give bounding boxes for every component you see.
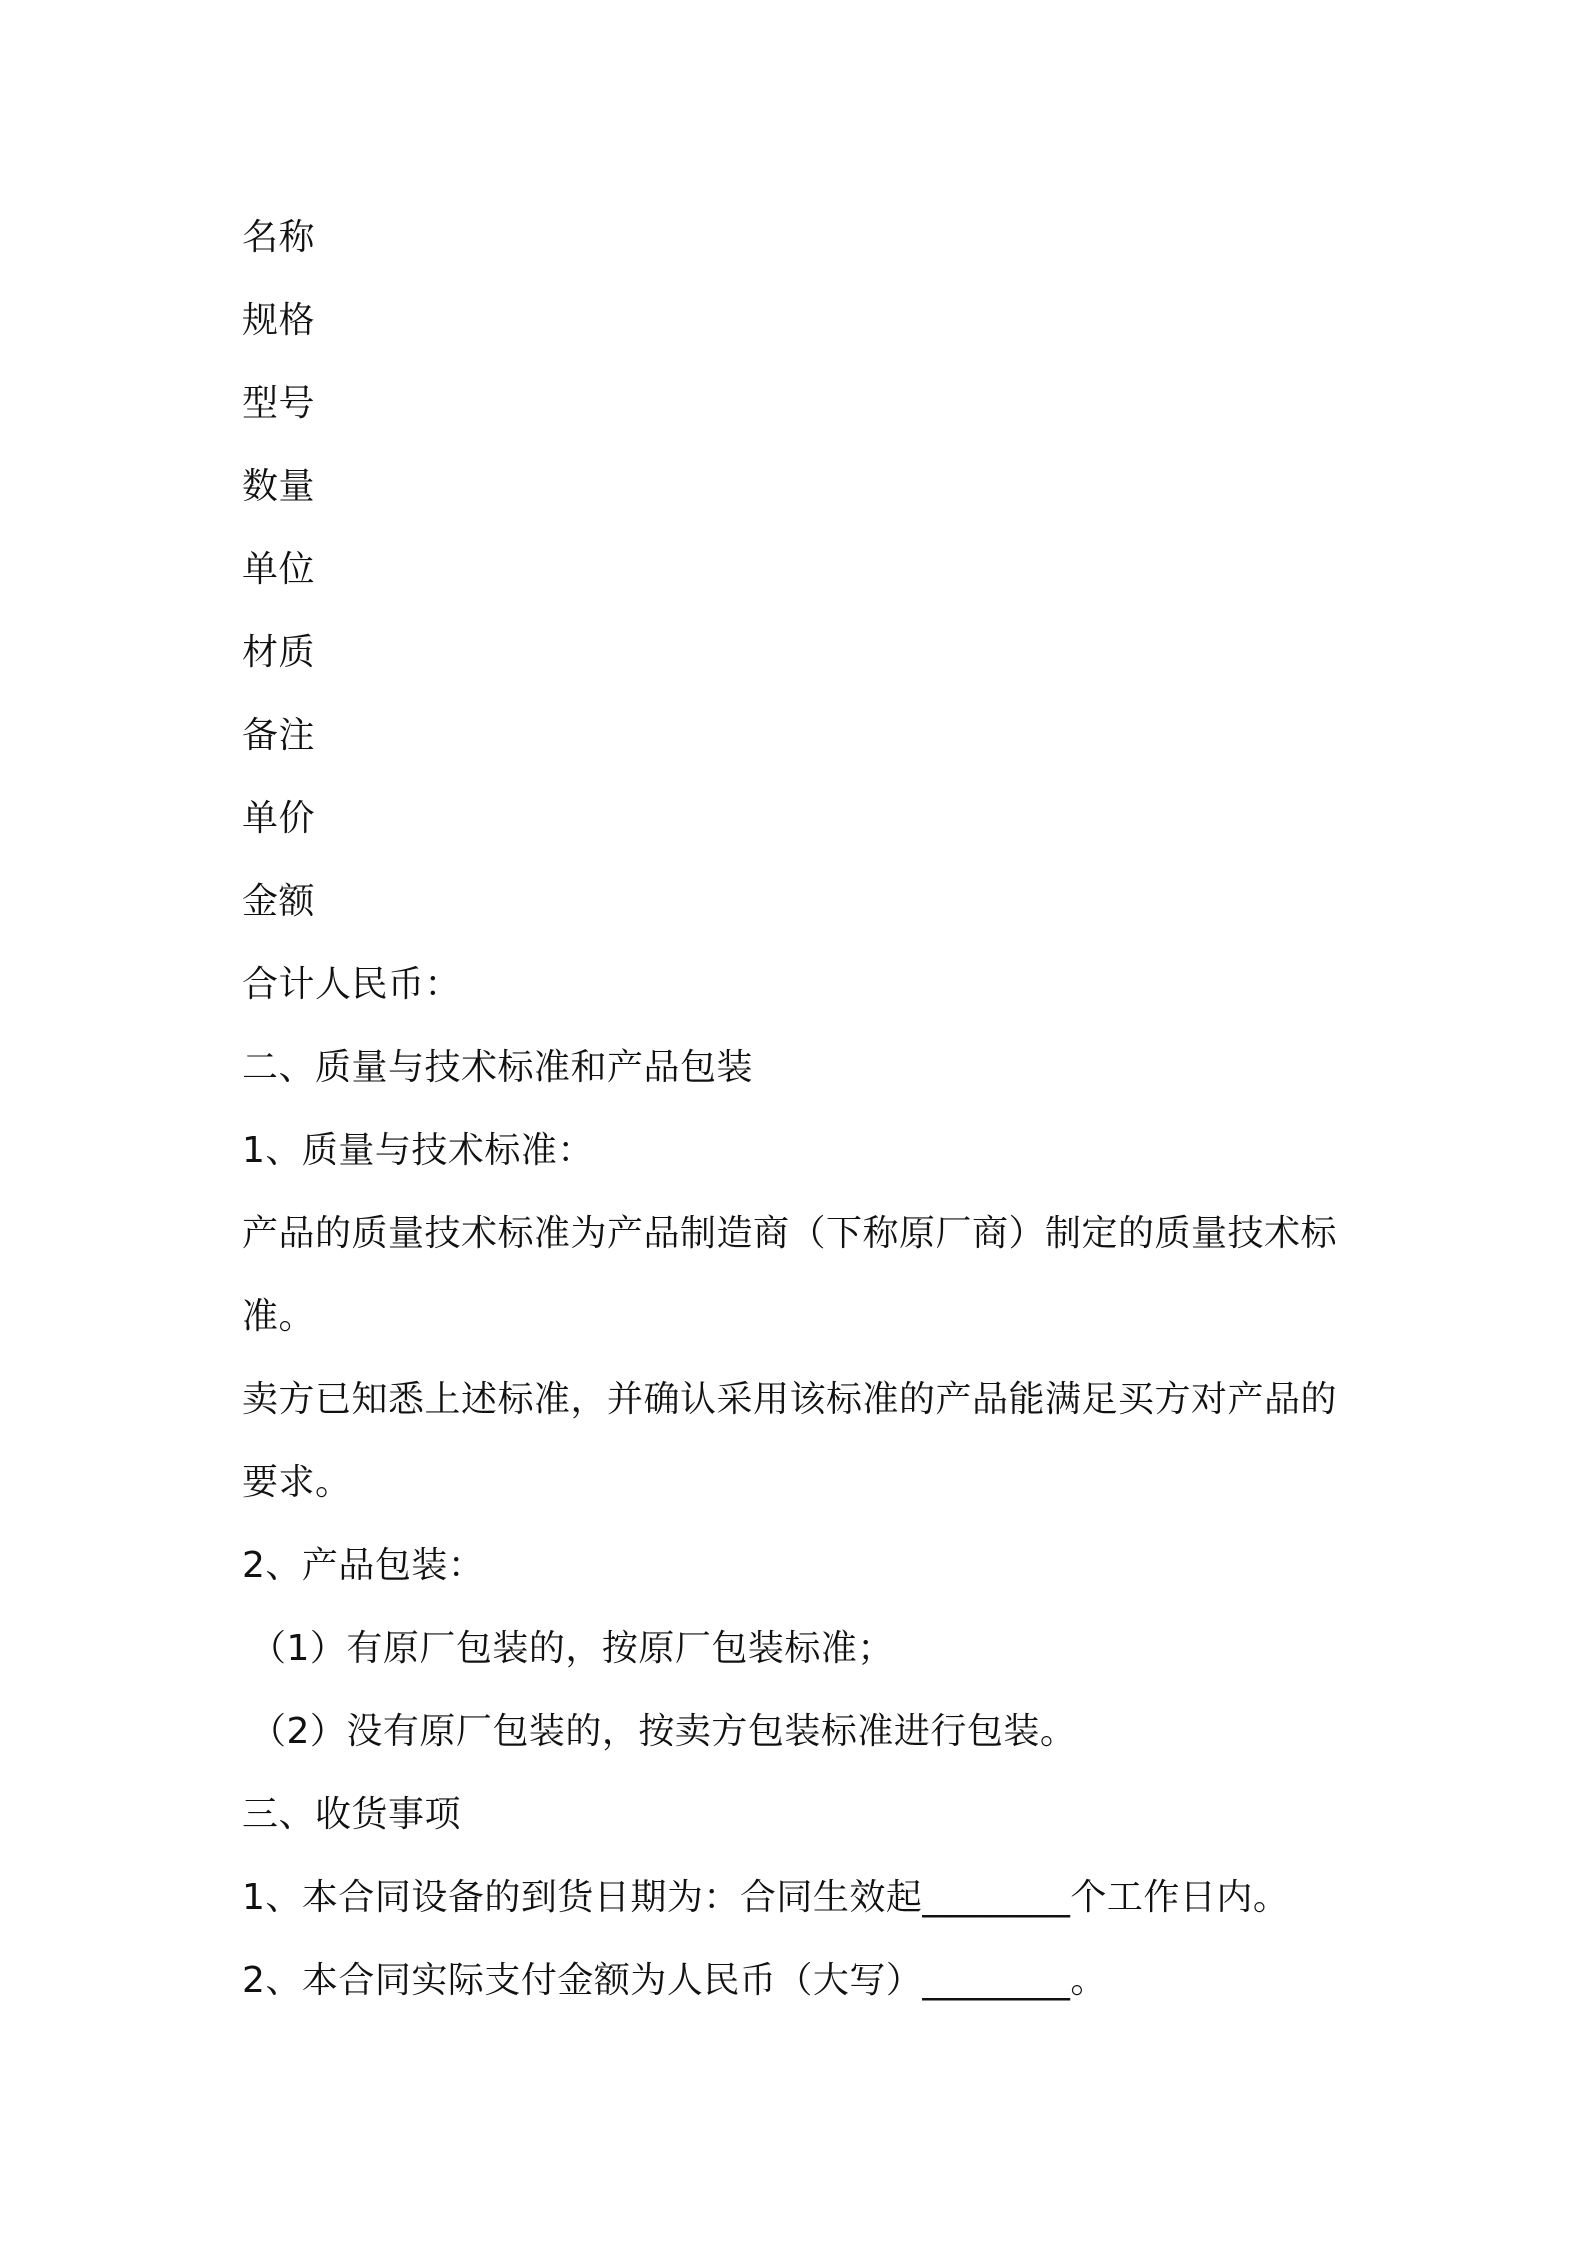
packaging-item-1: （1）有原厂包装的，按原厂包装标准； xyxy=(250,1628,894,1669)
receiving-item-2: 2、本合同实际支付金额为人民币（大写）________。 xyxy=(242,1960,1107,2001)
total-rmb-label: 合计人民币： xyxy=(242,964,462,1005)
paragraph-standards-line-1: 产品的质量技术标准为产品制造商（下称原厂商）制定的质量技术标 xyxy=(242,1213,1338,1254)
field-label-remarks: 备注 xyxy=(242,715,316,756)
paragraph-standards-line-2: 准。 xyxy=(242,1296,316,1337)
paragraph-seller-line-2: 要求。 xyxy=(242,1462,352,1503)
section-heading-receiving: 三、收货事项 xyxy=(242,1794,462,1835)
field-label-unit-price: 单价 xyxy=(242,798,316,839)
subsection-heading-standards: 1、质量与技术标准： xyxy=(242,1130,594,1171)
field-label-spec: 规格 xyxy=(242,300,316,341)
field-label-name: 名称 xyxy=(242,217,316,258)
document-body xyxy=(242,196,1362,2022)
receiving-item-1: 1、本合同设备的到货日期为：合同生效起________个工作日内。 xyxy=(242,1877,1290,1918)
packaging-item-2: （2）没有原厂包装的，按卖方包装标准进行包装。 xyxy=(250,1711,1077,1752)
paragraph-seller-line-1: 卖方已知悉上述标准，并确认采用该标准的产品能满足买方对产品的 xyxy=(242,1379,1338,1420)
section-heading-quality: 二、质量与技术标准和产品包装 xyxy=(242,1047,754,1088)
field-label-quantity: 数量 xyxy=(242,466,316,507)
field-label-material: 材质 xyxy=(242,632,316,673)
field-label-amount: 金额 xyxy=(242,881,316,922)
field-label-unit: 单位 xyxy=(242,549,316,590)
subsection-heading-packaging: 2、产品包装： xyxy=(242,1545,485,1586)
field-label-model: 型号 xyxy=(242,383,316,424)
